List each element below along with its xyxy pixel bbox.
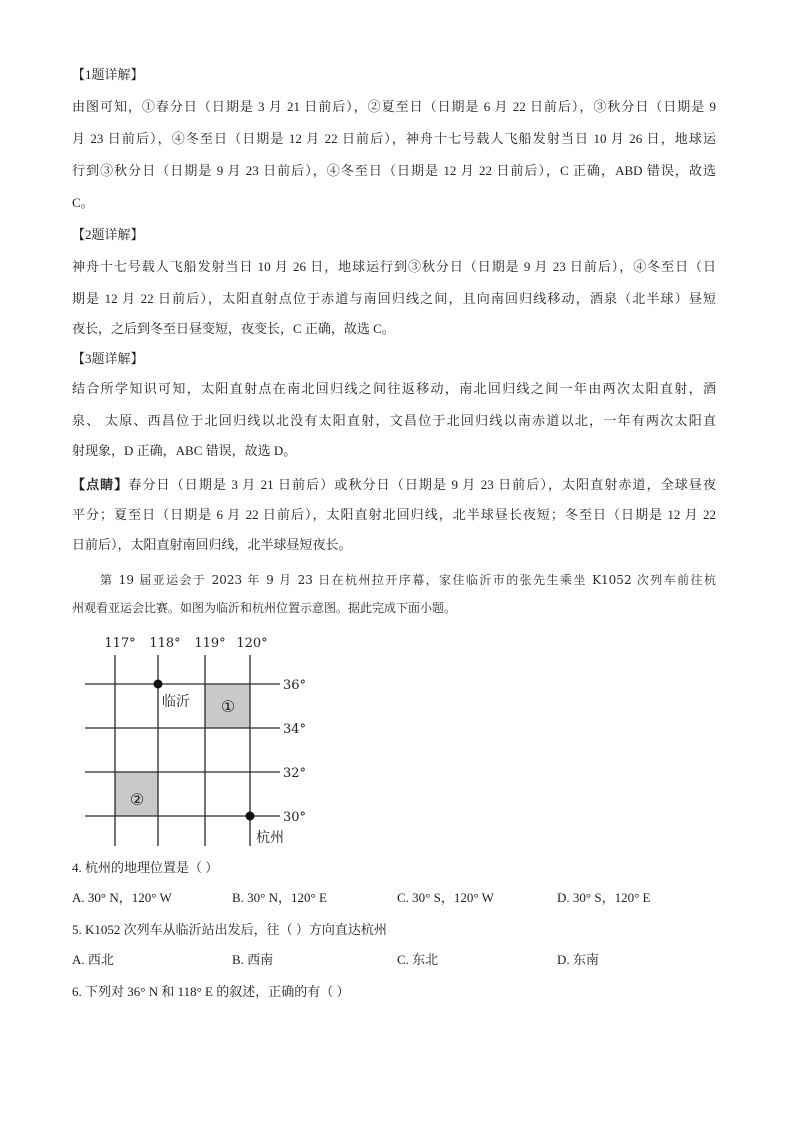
section-1-line: 月 23 日前后），④冬至日（日期是 12 月 22 日前后），神舟十七号载人飞船发射当日 10 月 26 日，地球运 (72, 131, 716, 146)
tip-label: 【点睛】 (72, 477, 129, 492)
section-3-line: 射现象，D 正确，ABC 错误，故选 D。 (72, 443, 297, 458)
latitude-label: 32° (283, 766, 307, 781)
latitude-label: 30° (283, 810, 307, 825)
longitude-label: 120° (236, 636, 268, 651)
question-4: 4. 杭州的地理位置是（ ） (72, 860, 219, 875)
section-2-line: 神舟十七号载人飞船发射当日 10 月 26 日，地球运行到③秋分日（日期是 9 月 23 日前后），④冬至日（日 (72, 259, 716, 274)
section-1-line: 行到③秋分日（日期是 9 月 23 日前后），④冬至日（日期是 12 月 22 日前后），C 正确，ABD 错误，故选 (72, 163, 716, 178)
question-5-option-b[interactable]: B. 西南 (232, 952, 274, 967)
tip-text: 春分日（日期是 3 月 21 日前后）或秋分日（日期是 9 月 23 日前后），太阳直射赤道，全球昼夜 (128, 477, 716, 492)
section-1-line: 由图可知，①春分日（日期是 3 月 21 日前后），②夏至日（日期是 6 月 22 日前后），③秋分日（日期是 9 (72, 99, 716, 114)
longitude-label: 117° (104, 636, 136, 651)
longitude-label: 119° (194, 636, 226, 651)
longitude-label: 118° (149, 636, 181, 651)
section-3-line: 结合所学知识可知，太阳直射点在南北回归线之间往返移动，南北回归线之间一年由两次太阳直射，酒 (72, 381, 716, 396)
question-4-option-d[interactable]: D. 30° S，120° E (557, 890, 651, 905)
intro-line: 第 19 届亚运会于 2023 年 9 月 23 日在杭州拉开序幕，家住临沂市的张先生乘坐 K1052 次列车前往杭 (100, 573, 716, 587)
tip-line: 日前后），太阳直射南回归线，北半球昼短夜长。 (72, 537, 352, 552)
section-1-heading: 【1题详解】 (72, 67, 144, 82)
section-2-line: 夜长，之后到冬至日昼变短，夜变长，C 正确，故选 C。 (72, 321, 395, 336)
question-4-option-a[interactable]: A. 30° N，120° W (72, 890, 172, 905)
section-2-line: 期是 12 月 22 日前后），太阳直射点位于赤道与南回归线之间，且向南回归线移动，酒泉（北半球）昼短 (72, 291, 716, 306)
question-4-option-b[interactable]: B. 30° N，120° E (232, 890, 327, 905)
intro-line: 州观看亚运会比赛。如图为临沂和杭州位置示意图。据此完成下面小题。 (72, 601, 457, 615)
linyi-dot (154, 680, 163, 689)
question-5-option-d[interactable]: D. 东南 (557, 952, 599, 967)
tip-first-line (72, 475, 716, 495)
question-6: 6. 下列对 36° N 和 118° E 的叙述，正确的有（ ） (72, 984, 350, 999)
section-3-heading: 【3题详解】 (72, 351, 144, 366)
section-1-line: C。 (72, 195, 94, 210)
section-2-heading: 【2题详解】 (72, 227, 144, 242)
question-5: 5. K1052 次列车从临沂站出发后，往（ ）方向直达杭州 (72, 922, 387, 937)
section-3-line: 泉、 太原、西昌位于北回归线以北没有太阳直射，文昌位于北回归线以南赤道以北，一年有两次太阳直 (72, 413, 716, 428)
question-5-option-a[interactable]: A. 西北 (72, 952, 114, 967)
tip-line: 平分；夏至日（日期是 6 月 22 日前后），太阳直射北回归线，北半球昼长夜短；冬至日（日期是 12 月 22 (72, 507, 716, 522)
region-2-marker: ② (129, 790, 145, 809)
question-5-option-c[interactable]: C. 东北 (397, 952, 439, 967)
question-4-option-c[interactable]: C. 30° S，120° W (397, 890, 494, 905)
hangzhou-dot (246, 812, 255, 821)
location-map (80, 628, 310, 850)
latitude-label: 36° (283, 678, 307, 693)
hangzhou-label: 杭州 (256, 830, 284, 846)
region-1-marker: ① (220, 697, 236, 716)
latitude-label: 34° (283, 722, 307, 737)
linyi-label: 临沂 (162, 694, 190, 710)
